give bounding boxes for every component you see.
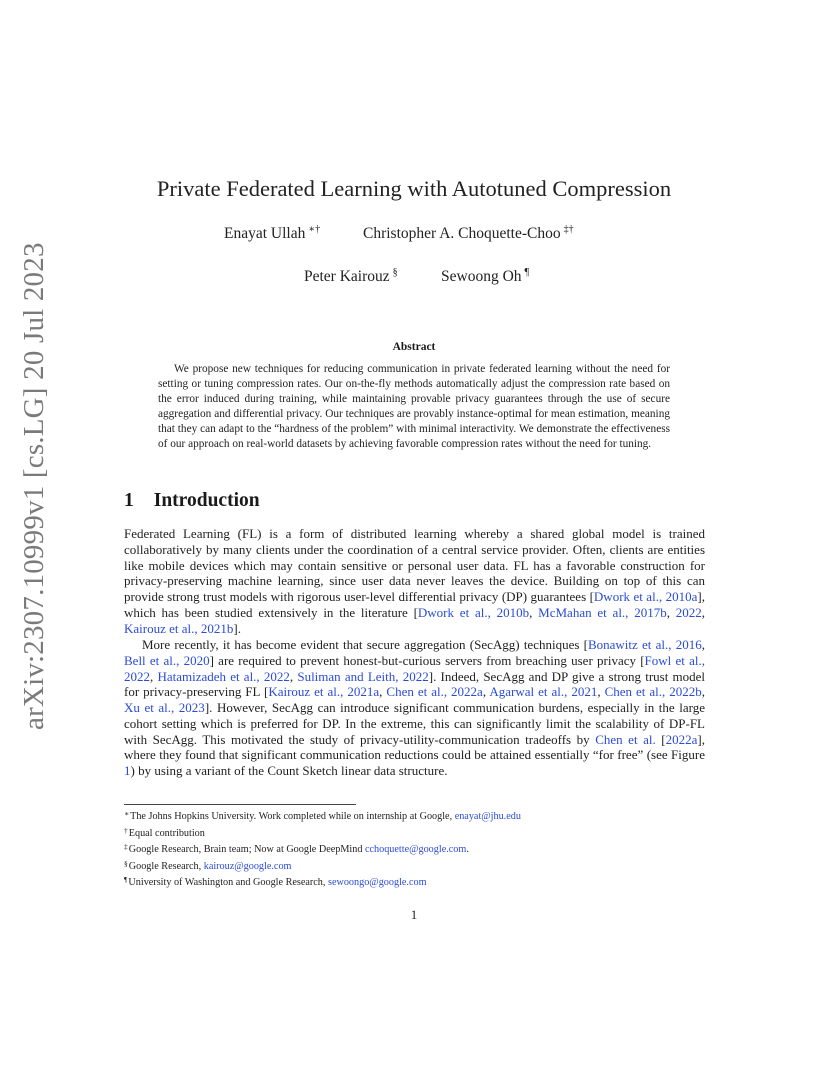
author-affiliation-mark: § [392,267,398,278]
author-name: Peter Kairouz [304,268,390,285]
author-name: Christopher A. Choquette-Choo [363,225,561,242]
citation-link[interactable]: 2022a [665,731,698,747]
paragraph-text: , [597,684,605,700]
author-enayat-ullah [224,224,320,243]
citation-link[interactable]: McMahan et al., 2017b [538,604,667,620]
section-number: 1 [124,490,134,511]
footnote-text: University of Washington and Google Research, [128,877,328,889]
paragraph-text: More recently, it has become evident that secure aggregation (SecAgg) techniques [ [142,637,588,652]
footnote-mark: ∗ [124,809,130,818]
paragraph-text: ]. However, SecAgg can introduce significant communication burdens, especially in the large cohort setting which is preferred for DP. In the extreme, this can significantly limit the scalability of DP-FL with SecAgg. This motivated the study of privacy-utility-communication tradeoffs by [124,700,705,747]
citation-link[interactable]: Chen et al. [595,731,656,747]
abstract-heading: Abstract [392,341,436,353]
footnote-mark: † [124,825,128,835]
citation-link[interactable]: Kairouz et al., 2021a [268,684,380,700]
author-name: Sewoong Oh [441,268,522,285]
abstract-text: We propose new techniques for reducing communication in private federated learning without the need for setting or tuning compression rates. Our on-the-fly methods automatically adjust the compression rate based on the error induced during training, while maintaining provable privacy guarantees through the use of secure aggregation and differential privacy. Our techniques are provably instance-optimal for mean estimation, meaning that they can adapt to the “hardness of the problem” with minimal interactivity. We demonstrate the effectiveness of our approach on real-world datasets by achieving favorable compression rates without the need for tuning. [158,363,670,451]
footnote-text: . [466,844,469,856]
paragraph-text: , [529,604,539,620]
email-link[interactable]: sewoongo@google.com [328,877,427,889]
paragraph-text: , [666,604,676,620]
paragraph-text: , [379,684,387,700]
footnote-text: Google Research, [128,860,204,872]
arxiv-identifier: arXiv:2307.10999v1 [cs.LG] 20 Jul 2023 [18,242,50,730]
paragraph-text: Federated Learning (FL) is a form of distributed learning whereby a shared global model is trained collaboratively by many clients under the coordination of a central service provider. Often, clients are entities like mobile devices which may contain sensitive or personal user data. FL has a favorable construction for privacy-preserving machine learning, since user data never leaves the device. Building on top of this can provide strong trust models with rigorous user-level differential privacy (DP) guarantees [ [124,526,705,604]
citation-link[interactable]: Suliman and Leith, 2022 [297,668,429,684]
citation-link[interactable]: Chen et al., 2022b [604,684,702,700]
citation-link[interactable]: Bell et al., 2020 [124,652,210,668]
paper-title: Private Federated Learning with Autotuned Compression [156,176,672,201]
citation-link[interactable]: Dwork et al., 2010b [417,604,530,620]
section-heading [124,490,260,512]
footnote [124,873,714,890]
footnote-text: Equal contribution [128,827,205,839]
author-affiliation-mark: ¶ [524,267,530,278]
footnote [124,857,714,874]
intro-paragraph-1 [124,526,705,636]
footnote [124,824,714,841]
paragraph-text: , [289,668,298,684]
paragraph-text: , [150,668,158,684]
intro-paragraph-2 [124,637,705,779]
paragraph-text: ], which has been studied extensively in the literature [ [124,589,706,620]
page-number: 1 [410,907,418,922]
citation-link[interactable]: 1 [124,763,131,778]
author-affiliation-mark: ‡† [563,224,574,235]
paragraph-text: ) by using a variant of the Count Sketch linear data structure. [130,763,448,778]
footnotes [124,807,714,890]
footnote-rule [124,804,356,805]
section-title: Introduction [153,490,260,511]
paragraph-text: ] are required to prevent honest-but-curious servers from breaching user privacy [ [209,652,645,668]
citation-link[interactable]: Bonawitz et al., 2016 [587,637,702,652]
paragraph-text: ]. [233,620,241,636]
paragraph-text: , [701,604,706,620]
paragraph-text: , [701,684,705,700]
author-name: Enayat Ullah [224,225,306,242]
author-peter-kairouz [304,267,398,286]
citation-link[interactable]: 2022 [675,604,702,620]
footnote-text: The Johns Hopkins University. Work completed while on internship at Google, [130,811,455,822]
author-affiliation-mark: ∗† [308,224,321,235]
author-christopher-choquette-choo [363,224,574,243]
email-link[interactable]: cchoquette@google.com [364,844,467,856]
paragraph-text: [ [655,731,666,747]
footnote-text: Google Research, Brain team; Now at Google DeepMind [128,844,365,856]
citation-link[interactable]: Hatamizadeh et al., 2022 [157,668,290,684]
citation-link[interactable]: Fowl et al., 2022 [124,652,705,684]
citation-link[interactable]: Agarwal et al., 2021 [489,684,598,700]
footnote-mark: ‡ [124,842,128,852]
citation-link[interactable]: Xu et al., 2023 [124,700,205,715]
email-link[interactable]: enayat@jhu.edu [454,811,521,822]
paragraph-text: ], where they found that significant communication reductions could be attained essentially “for free” (see Figure [124,731,705,763]
footnote-mark: § [124,858,128,868]
citation-link[interactable]: Kairouz et al., 2021b [124,620,234,636]
author-sewoong-oh [441,267,529,286]
citation-link[interactable]: Chen et al., 2022a [386,684,483,700]
footnote-mark: ¶ [124,875,128,885]
paragraph-text: , [482,684,490,700]
email-link[interactable]: kairouz@google.com [203,860,292,872]
footnote [124,840,714,857]
citation-link[interactable]: Dwork et al., 2010a [593,589,698,604]
footnote [124,807,714,824]
paragraph-text: , [701,637,705,652]
paragraph-text: ]. Indeed, SecAgg and DP give a strong trust model for privacy-preserving FL [ [124,668,706,700]
